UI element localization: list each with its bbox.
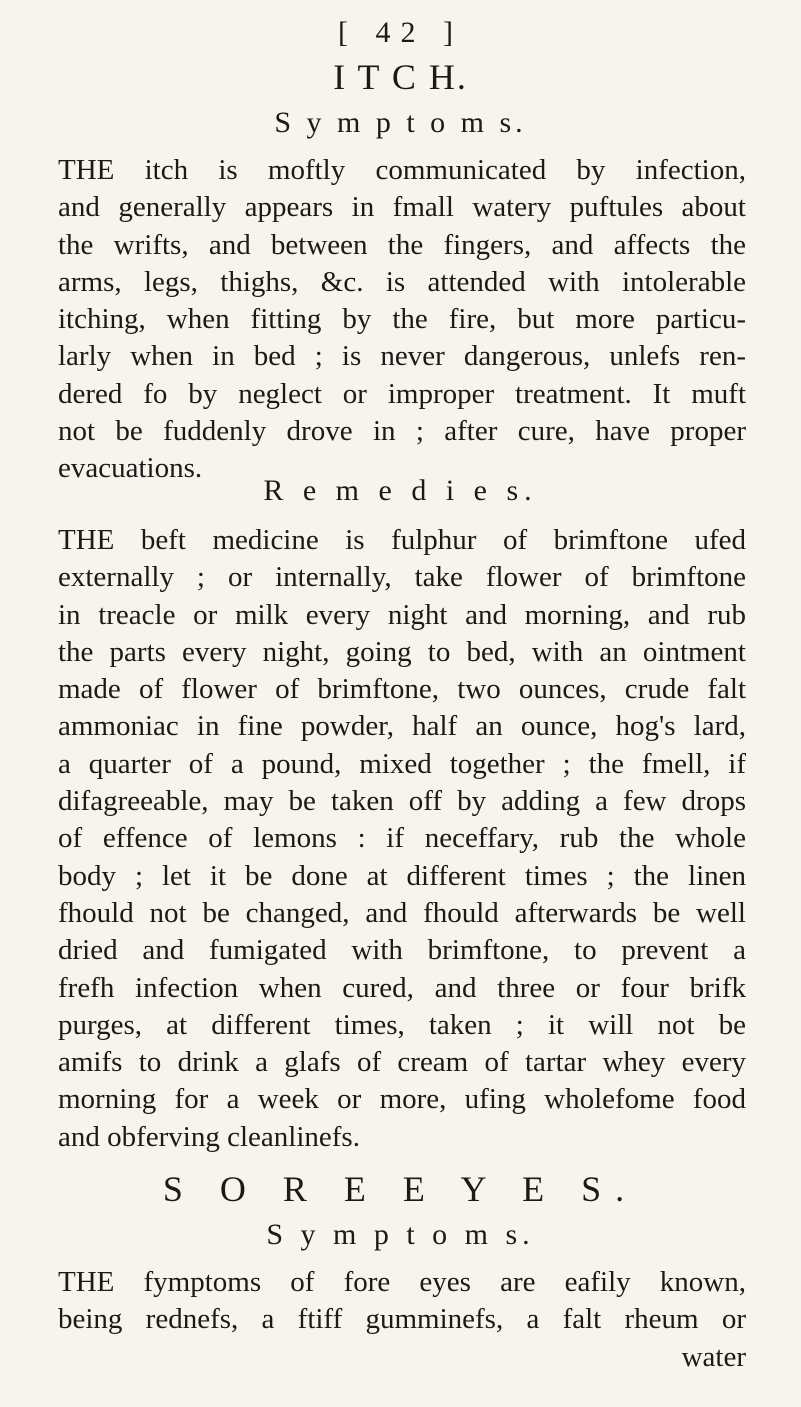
section-title-itch: I T C H. bbox=[333, 57, 468, 97]
subheading-symptoms-2: S y m p t o m s. bbox=[266, 1218, 535, 1251]
text-line: THE beft medicine is fulphur of brimftone ufed bbox=[58, 524, 746, 556]
text-line: body ; let it be done at different times ; the linen bbox=[58, 859, 746, 892]
text-line: and generally appears in fmall watery puftules about bbox=[58, 191, 746, 224]
text-line: the parts every night, going to bed, with an ointment bbox=[58, 635, 746, 668]
text-line: dered fo by neglect or improper treatment. It muft bbox=[58, 377, 746, 410]
itch-symptoms-paragraph bbox=[58, 152, 746, 488]
text-line: water bbox=[681, 1340, 746, 1373]
text-line: the wrifts, and between the fingers, and affects the bbox=[58, 228, 746, 261]
text-line: a quarter of a pound, mixed together ; the fmell, if bbox=[58, 747, 746, 780]
text-line: ammoniac in fine powder, half an ounce, hog's lard, bbox=[58, 710, 746, 743]
text-line: difagreeable, may be taken off by adding a few drops bbox=[58, 785, 746, 818]
text-line: in treacle or milk every night and morning, and rub bbox=[58, 598, 746, 631]
text-line: of effence of lemons : if neceffary, rub the whole bbox=[58, 822, 746, 855]
text-line: dried and fumigated with brimftone, to prevent a bbox=[58, 934, 746, 967]
text-line: externally ; or internally, take flower of brimftone bbox=[58, 561, 746, 594]
subheading-remedies: R e m e d i e s. bbox=[263, 474, 538, 507]
text-line: arms, legs, thighs, &c. is attended with intolerable bbox=[58, 265, 746, 298]
text-line: made of flower of brimftone, two ounces, crude falt bbox=[58, 673, 746, 706]
text-line: being rednefs, a ftiff gumminefs, a falt rheum or bbox=[58, 1303, 746, 1336]
text-line: THE itch is moftly communicated by infection, bbox=[58, 154, 746, 186]
itch-remedies-paragraph bbox=[58, 522, 746, 1156]
text-line: and obferving cleanlinefs. bbox=[58, 1120, 360, 1153]
text-line: larly when in bed ; is never dangerous, unlefs ren- bbox=[58, 340, 746, 373]
text-line: amifs to drink a glafs of cream of tartar whey every bbox=[58, 1046, 746, 1079]
text-line: evacuations. bbox=[58, 452, 203, 485]
text-line: itching, when fitting by the fire, but more particu- bbox=[58, 303, 746, 336]
text-line: not be fuddenly drove in ; after cure, have proper bbox=[58, 415, 746, 448]
text-line: THE fymptoms of fore eyes are eafily known, bbox=[58, 1266, 746, 1298]
text-line: purges, at different times, taken ; it will not be bbox=[58, 1008, 746, 1041]
text-line: frefh infection when cured, and three or four brifk bbox=[58, 971, 746, 1004]
text-line: fhould not be changed, and fhould afterwards be well bbox=[58, 896, 746, 929]
sore-eyes-symptoms-paragraph bbox=[58, 1264, 746, 1376]
section-title-sore-eyes: S O R E E Y E S. bbox=[162, 1169, 639, 1209]
subheading-symptoms: S y m p t o m s. bbox=[274, 106, 527, 139]
page-number: [ 42 ] bbox=[338, 16, 463, 49]
text-line: morning for a week or more, ufing wholefome food bbox=[58, 1083, 746, 1116]
